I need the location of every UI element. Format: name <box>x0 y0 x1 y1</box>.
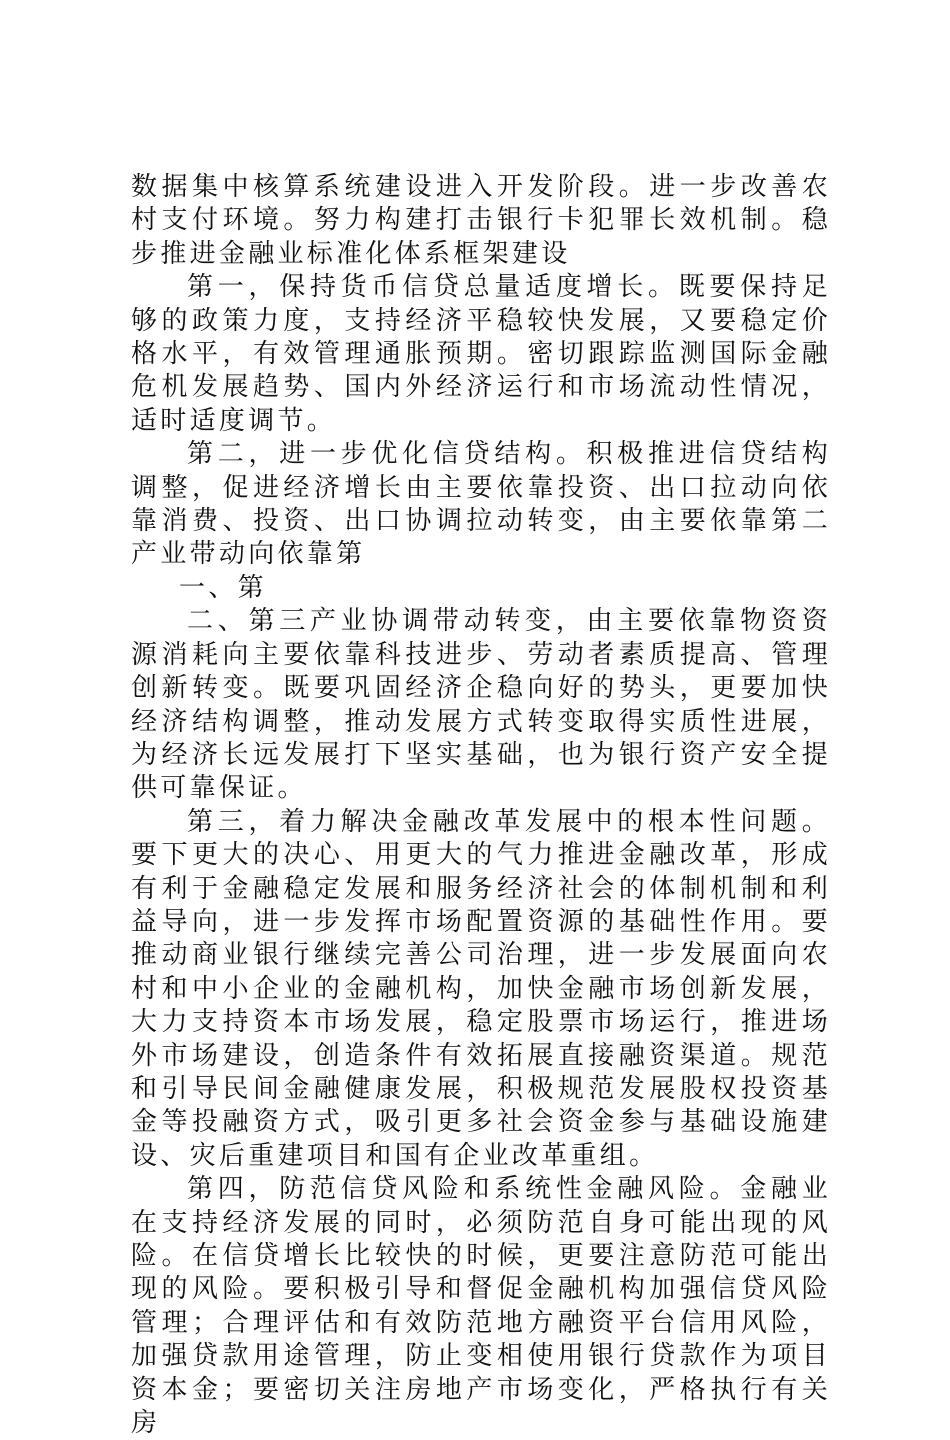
paragraph-second-continued: 二、第三产业协调带动转变，由主要依靠物资资源消耗向主要依靠科技进步、劳动者素质提高、管理创新转变。既要巩固经济企稳向好的势头，更要加快经济结构调整，推动发展方式转变取得实质性进展，为经济长远发展打下坚实基础，也为银行资产安全提供可靠保证。 <box>131 606 831 804</box>
paragraph-fourth: 第四，防范信贷风险和系统性金融风险。金融业在支持经济发展的同时，必须防范自身可能出现的风险。在信贷增长比较快的时候，更要注意防范可能出现的风险。要积极引导和督促金融机构加强信贷风险管理；合理评估和有效防范地方融资平台信用风险，加强贷款用途管理，防止变相使用银行贷款作为项目资本金；要密切关注房地产市场变化，严格执行有关房 <box>131 1174 831 1439</box>
paragraph-third: 第三，着力解决金融改革发展中的根本性问题。要下更大的决心、用更大的气力推进金融改革，形成有利于金融稳定发展和服务经济社会的体制机制和利益导向，进一步发挥市场配置资源的基础性作用。要推动商业银行继续完善公司治理，进一步发展面向农村和中小企业的金融机构，加快金融市场创新发展，大力支持资本市场发展，稳定股票市场运行，推进场外市场建设，创造条件有效拓展直接融资渠道。规范和引导民间金融健康发展，积极规范发展股权投资基金等投融资方式，吸引更多社会资金参与基础设施建设、灾后重建项目和国有企业改革重组。 <box>131 806 831 1171</box>
paragraph-fragment: 一、第 <box>179 572 267 603</box>
paragraph-second: 第二，进一步优化信贷结构。积极推进信贷结构调整，促进经济增长由主要依靠投资、出口拉动向依靠消费、投资、出口协调拉动转变，由主要依靠第二产业带动向依靠第 <box>131 439 831 570</box>
paragraph-first: 第一，保持货币信贷总量适度增长。既要保持足够的政策力度，支持经济平稳较快发展，又要稳定价格水平，有效管理通胀预期。密切跟踪监测国际金融危机发展趋势、国内外经济运行和市场流动性情况，适时适度调节。 <box>131 272 831 436</box>
paragraph-continuation: 数据集中核算系统建设进入开发阶段。进一步改善农村支付环境。努力构建打击银行卡犯罪长效机制。稳步推进金融业标准化体系框架建设 <box>131 172 831 269</box>
document-body <box>131 171 831 1440</box>
